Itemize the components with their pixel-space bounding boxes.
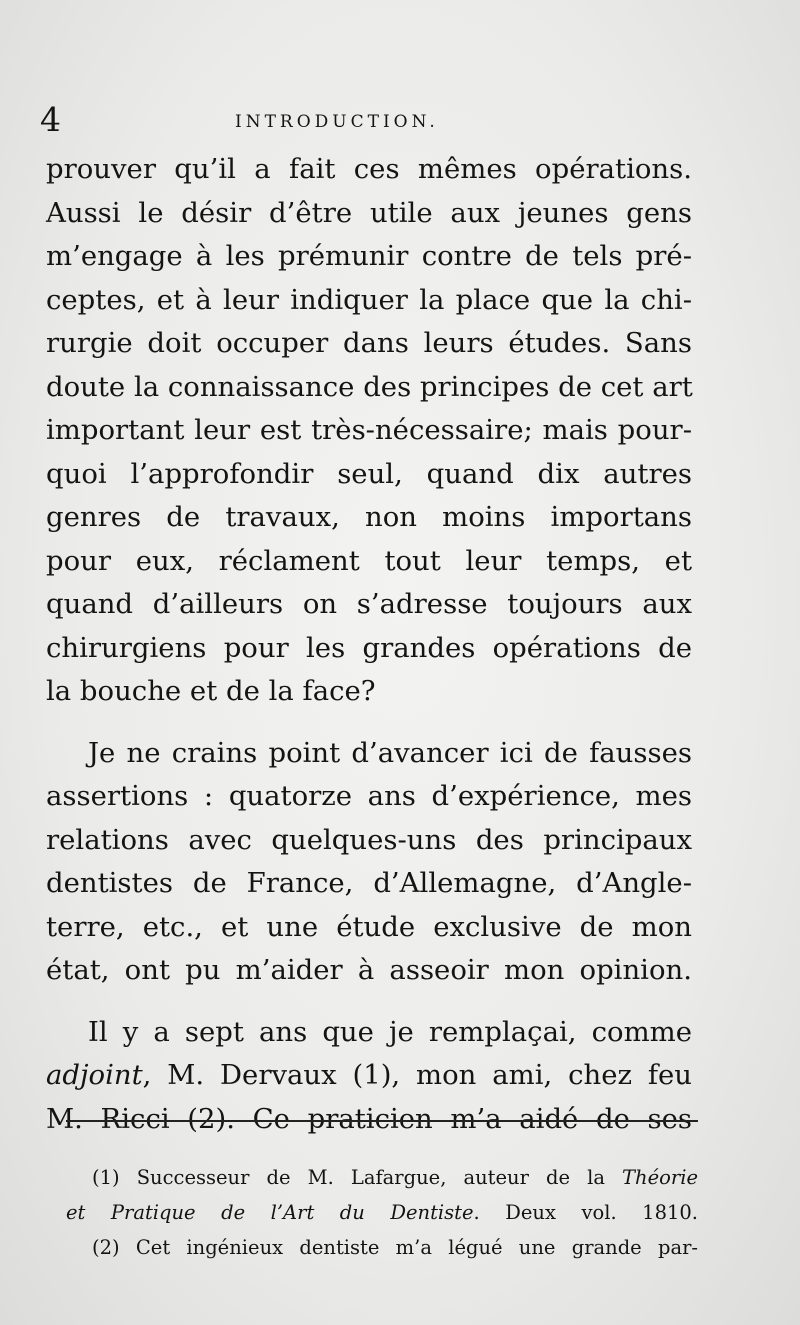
footnote-text: . Deux vol. 1810.	[473, 1201, 698, 1224]
footnote-1-line-2	[66, 1195, 698, 1230]
page-header	[40, 100, 740, 148]
text-line: quoi l’approfondir seul, quand dix autres	[46, 457, 692, 490]
text-line: assertions : quatorze ans d’expérience, mes	[46, 780, 692, 812]
text-line: ceptes, et à leur indiquer la place que la chi-	[46, 283, 692, 316]
text-line-with-italic	[46, 1054, 692, 1098]
text-line: doute la connaissance des principes de cet art	[46, 370, 693, 403]
footnote-italic: et Pratique de l’Art du Dentiste	[66, 1201, 474, 1224]
italic-word: adjoint	[46, 1059, 143, 1091]
text-line: M. Ricci (2). Ce praticien m’a aidé de ses	[46, 1102, 692, 1135]
body-text	[46, 148, 692, 1141]
running-head: INTRODUCTION.	[235, 112, 439, 132]
page-number: 4	[40, 100, 61, 139]
footnote-1-line-1	[66, 1160, 698, 1195]
footnote-italic: Théorie	[622, 1166, 698, 1189]
text-line: la bouche et de la face?	[46, 675, 376, 707]
text-line: m’engage à les prémunir contre de tels pré-	[46, 240, 692, 272]
text-line: Il y a sept ans que je remplaçai, comme	[88, 1015, 692, 1048]
footnotes	[66, 1160, 698, 1265]
text-line: état, ont pu m’aider à asseoir mon opinion.	[46, 954, 692, 986]
text-fragment: , M. Dervaux (1), mon ami, chez feu	[142, 1059, 692, 1091]
paragraph-2	[46, 732, 692, 993]
text-line: terre, etc., et une étude exclusive de mon	[46, 910, 692, 943]
footnote-2-line-1: (2) Cet ingénieux dentiste m’a légué une grande par-	[92, 1236, 698, 1259]
footnote-divider	[66, 1120, 698, 1122]
text-line: pour eux, réclament tout leur temps, et	[46, 544, 692, 577]
text-line: prouver qu’il a fait ces mêmes opérations.	[46, 153, 692, 185]
text-line: relations avec quelques-uns des principaux	[46, 823, 692, 856]
text-line: rurgie doit occuper dans leurs études. Sans	[46, 327, 692, 359]
text-line: Je ne crains point d’avancer ici de fausses	[88, 736, 692, 769]
text-line: dentistes de France, d’Allemagne, d’Angle-	[46, 867, 692, 899]
text-line: quand d’ailleurs on s’adresse toujours aux	[46, 588, 692, 620]
text-line: genres de travaux, non moins importans	[46, 501, 692, 533]
text-line: Aussi le désir d’être utile aux jeunes gens	[46, 196, 692, 229]
footnote-text: (1) Successeur de M. Lafargue, auteur de la	[92, 1166, 623, 1189]
text-line: chirurgiens pour les grandes opérations de	[46, 631, 692, 664]
paragraph-1	[46, 148, 692, 714]
text-line: important leur est très-nécessaire; mais pour-	[46, 414, 692, 446]
